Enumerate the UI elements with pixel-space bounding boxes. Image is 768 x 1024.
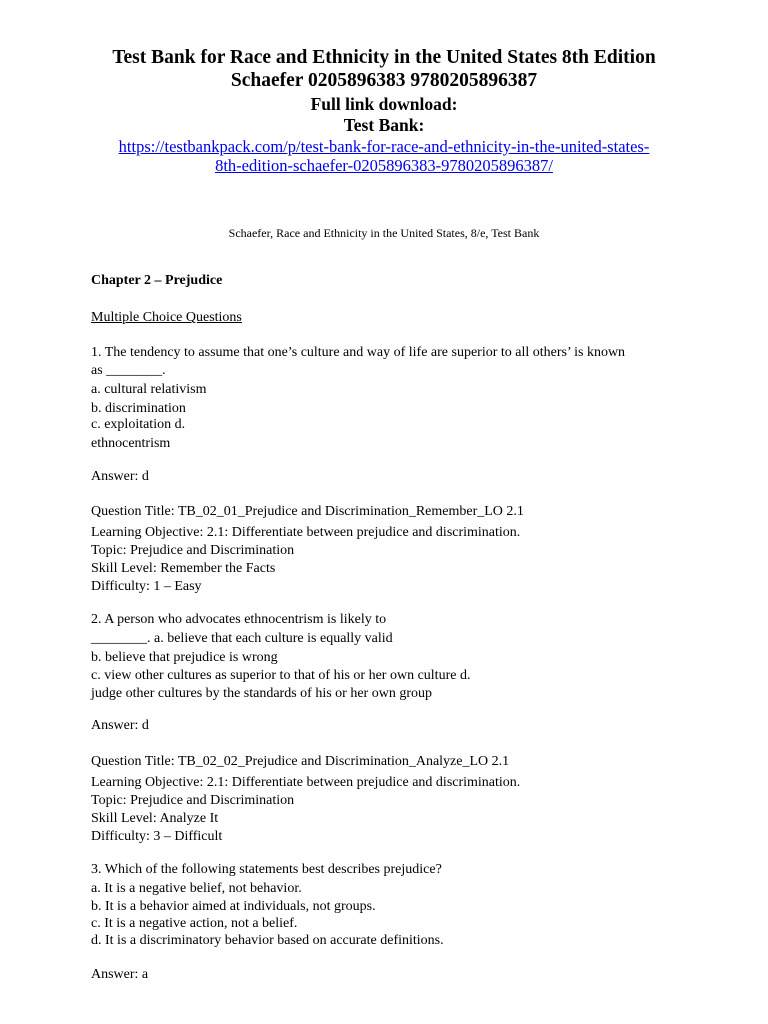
document-title-line-2: Schaefer 0205896383 9780205896387 — [230, 70, 538, 91]
q1-question-title: Question Title: TB_02_01_Prejudice and Discrimination_Remember_LO 2.1 — [91, 504, 524, 519]
q2-skill-level: Skill Level: Analyze It — [91, 811, 219, 826]
q2-learning-objective: Learning Objective: 2.1: Differentiate between prejudice and discrimination. — [91, 775, 521, 790]
q1-stem-line-2: as ________. — [91, 363, 166, 378]
download-link-line-1[interactable]: https://testbankpack.com/p/test-bank-for-race-and-ethnicity-in-the-united-states- — [118, 137, 650, 156]
q1-option-a: a. cultural relativism — [91, 382, 207, 397]
q1-skill-level: Skill Level: Remember the Facts — [91, 561, 276, 576]
q1-stem-line-1: 1. The tendency to assume that one’s culture and way of life are superior to all others’ is known — [91, 345, 626, 360]
q2-stem-line-1: 2. A person who advocates ethnocentrism is likely to — [91, 612, 387, 627]
download-link-line-2[interactable]: 8th-edition-schaefer-0205896383-9780205896387/ — [215, 156, 553, 175]
q1-option-d: ethnocentrism — [91, 436, 171, 451]
section-title: Multiple Choice Questions — [91, 310, 242, 325]
q1-learning-objective: Learning Objective: 2.1: Differentiate between prejudice and discrimination. — [91, 525, 521, 540]
q2-stem-line-2: ________. a. believe that each culture is equally valid — [91, 631, 393, 646]
q3-option-a: a. It is a negative belief, not behavior. — [91, 881, 302, 896]
chapter-title: Chapter 2 – Prejudice — [91, 273, 223, 288]
q2-answer: Answer: d — [91, 718, 149, 733]
q2-difficulty: Difficulty: 3 – Difficult — [91, 829, 223, 844]
q3-option-b: b. It is a behavior aimed at individuals, not groups. — [91, 899, 376, 914]
q1-option-b: b. discrimination — [91, 401, 186, 416]
q2-question-title: Question Title: TB_02_02_Prejudice and Discrimination_Analyze_LO 2.1 — [91, 754, 510, 769]
q1-option-c: c. exploitation d. — [91, 417, 186, 432]
q1-difficulty: Difficulty: 1 – Easy — [91, 579, 202, 594]
q1-topic: Topic: Prejudice and Discrimination — [91, 543, 295, 558]
q3-answer: Answer: a — [91, 967, 149, 982]
full-link-label: Full link download: — [310, 94, 458, 114]
q1-answer: Answer: d — [91, 469, 149, 484]
running-head: Schaefer, Race and Ethnicity in the United States, 8/e, Test Bank — [228, 226, 540, 240]
q3-option-d: d. It is a discriminatory behavior based on accurate definitions. — [91, 933, 444, 948]
q3-option-c: c. It is a negative action, not a belief. — [91, 916, 298, 931]
q2-option-d: judge other cultures by the standards of his or her own group — [91, 686, 432, 701]
q2-option-c: c. view other cultures as superior to that of his or her own culture d. — [91, 668, 471, 683]
q2-option-b: b. believe that prejudice is wrong — [91, 650, 278, 665]
document-title-line-1: Test Bank for Race and Ethnicity in the United States 8th Edition — [112, 47, 656, 68]
q3-stem-line-1: 3. Which of the following statements best describes prejudice? — [91, 862, 442, 877]
test-bank-label: Test Bank: — [343, 115, 425, 135]
q2-topic: Topic: Prejudice and Discrimination — [91, 793, 295, 808]
